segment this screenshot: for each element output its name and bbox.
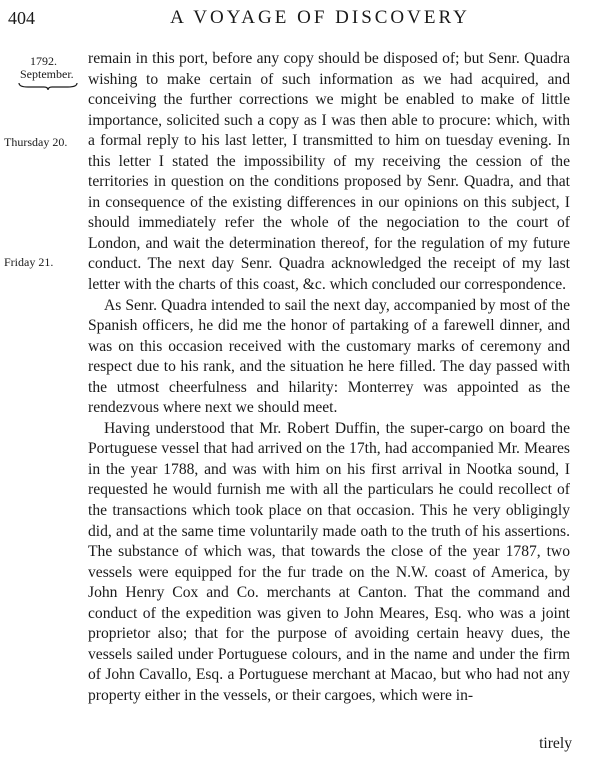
brace-ornament	[18, 82, 78, 90]
margin-year: 1792.	[30, 54, 57, 68]
catchword: tirely	[539, 735, 572, 752]
page-number: 404	[8, 8, 35, 28]
margin-month: September.	[20, 67, 74, 81]
paragraph-1: remain in this port, before any copy should be disposed of; but Senr. Quadra wishing to make certain of such information as we had acquired, and conceiving the further corrections we might be enabled to make of little importance, solicited such a copy as I was then able to procure: which, with a formal reply to his last letter, I transmitted to him on tuesday evening. In this letter I stated the impossibility of my receiving the cession of the territories in question on the conditions proposed by Senr. Quadra, and that in consequence of the existing differences in our opinions on this subject, I should immediately refer the whole of the negociation to the court of London, and wait the determination thereof, for the regulation of my future conduct. The next day Senr. Quadra acknowledged the receipt of my last letter with the charts of this coast, &c. which concluded our correspondence.	[88, 50, 570, 294]
body-text	[88, 49, 570, 707]
paragraph-3: Having understood that Mr. Robert Duffin, the super-cargo on board the Portuguese vessel that had arrived on the 17th, had accompanied Mr. Meares in the year 1788, and was with him on his first arrival in Nootka sound, I requested he would furnish me with all the particulars he could recollect of the transactions which took place on that occasion. This he very obligingly did, and at the same time voluntarily made oath to the truth of his assertions. The substance of which was, that towards the close of the year 1787, two vessels were equipped for the fur trade on the N.W. coast of America, by John Henry Cox and Co. merchants at Canton. That the command and conduct of the expedition was given to John Meares, Esq. who was a joint proprietor also; that for the purpose of avoiding certain heavy dues, the vessels sailed under Portuguese colours, and in the name and under the firm of John Cavallo, Esq. a Portuguese merchant at Macao, but who had not any property either in the vessels, or their cargoes, which were in-	[88, 419, 570, 704]
running-title: A VOYAGE OF DISCOVERY	[170, 7, 470, 28]
paragraph-2: As Senr. Quadra intended to sail the next day, accompanied by most of the Spanish officers, he did me the honor of partaking of a farewell dinner, and was on this occasion received with the customary marks of ceremony and respect due to his rank, and the situation he here filled. The day passed with the utmost cheerfulness and hilarity: Monterrey was appointed as the rendezvous where next we should meet.	[88, 296, 570, 417]
margin-thursday: Thursday 20.	[4, 135, 68, 149]
margin-friday: Friday 21.	[4, 255, 54, 269]
